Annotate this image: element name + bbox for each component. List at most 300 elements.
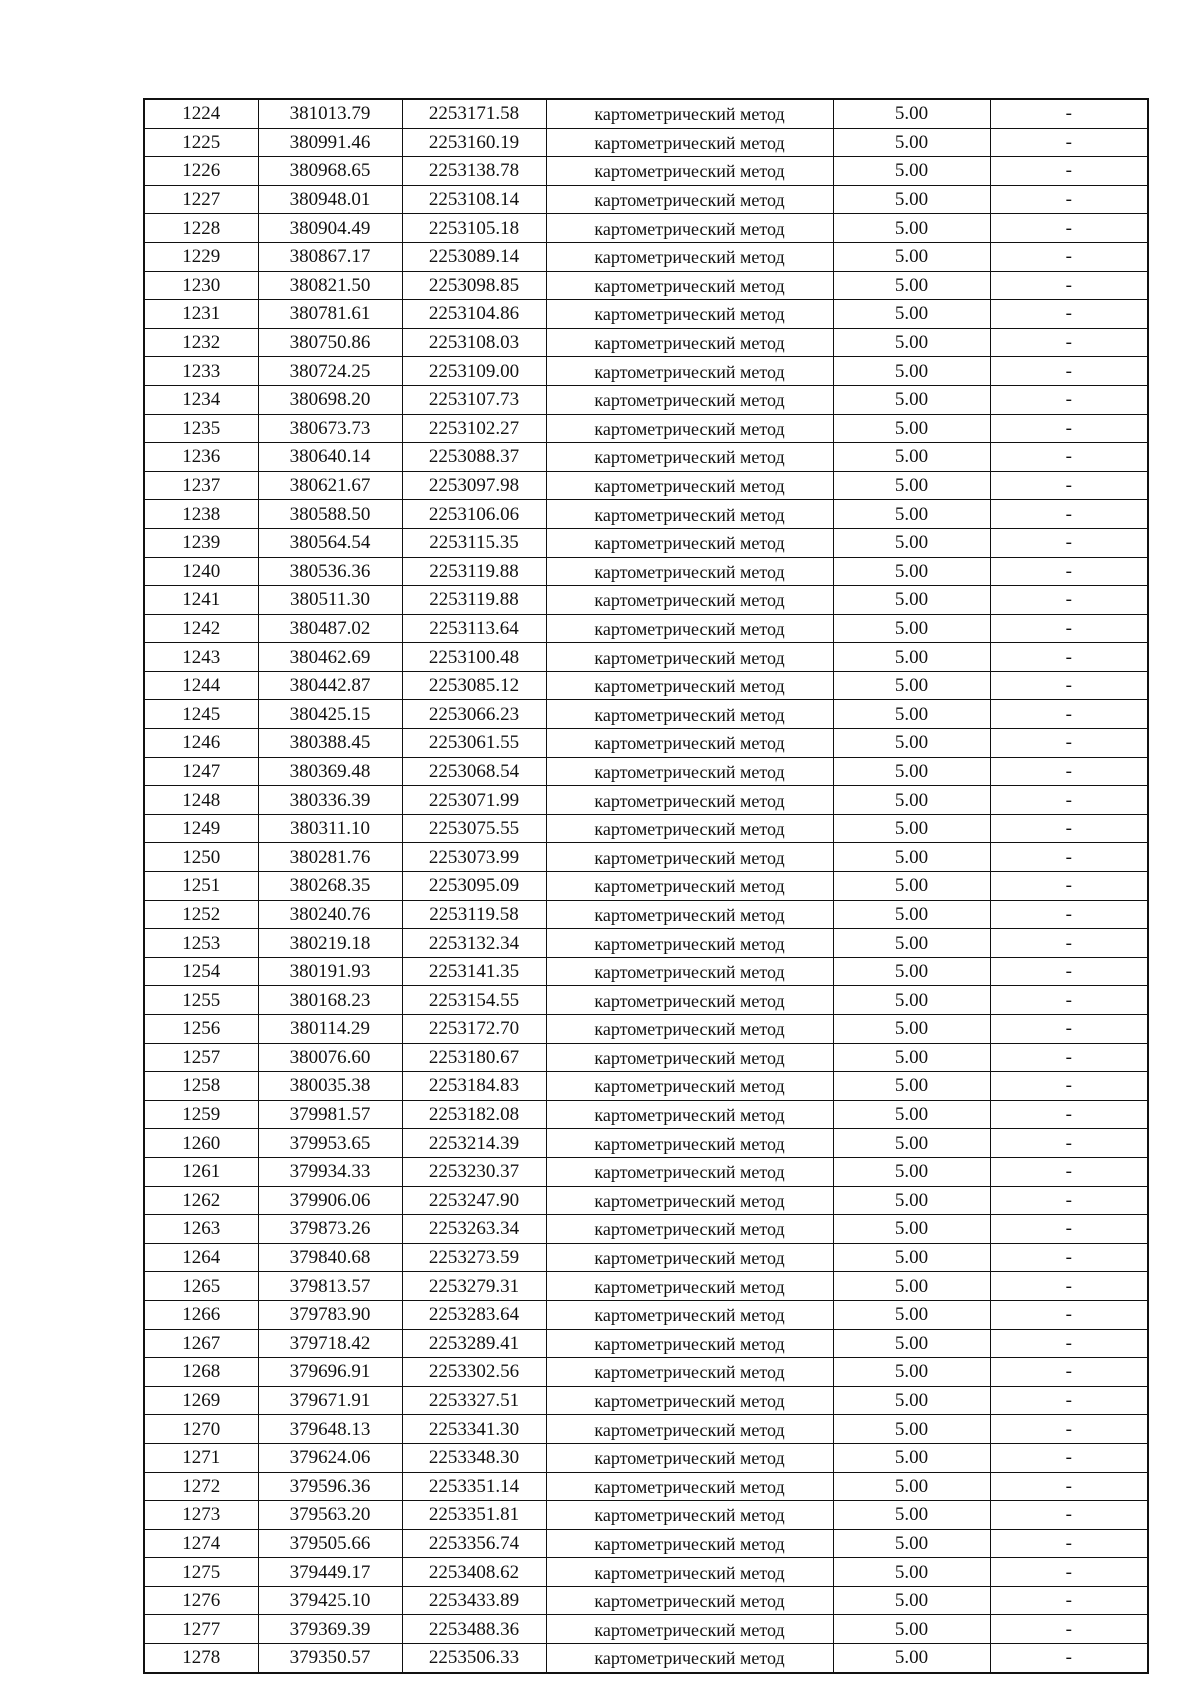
x-coordinate-cell: 379873.26 (258, 1215, 402, 1244)
y-coordinate-cell: 2253247.90 (402, 1186, 546, 1215)
accuracy-cell: 5.00 (833, 528, 990, 557)
point-number-cell: 1229 (144, 242, 258, 271)
x-coordinate-cell: 380388.45 (258, 729, 402, 758)
table-row (144, 900, 1148, 929)
x-coordinate-cell: 380462.69 (258, 643, 402, 672)
method-cell: картометрический метод (546, 1100, 833, 1129)
table-row (144, 1644, 1148, 1673)
accuracy-cell: 5.00 (833, 872, 990, 901)
x-coordinate-cell: 380487.02 (258, 614, 402, 643)
point-number-cell: 1273 (144, 1501, 258, 1530)
method-cell: картометрический метод (546, 1586, 833, 1615)
point-number-cell: 1266 (144, 1300, 258, 1329)
y-coordinate-cell: 2253182.08 (402, 1100, 546, 1129)
accuracy-cell: 5.00 (833, 700, 990, 729)
accuracy-cell: 5.00 (833, 1100, 990, 1129)
description-cell: - (990, 1300, 1148, 1329)
accuracy-cell: 5.00 (833, 1329, 990, 1358)
y-coordinate-cell: 2253104.86 (402, 300, 546, 329)
method-cell: картометрический метод (546, 1072, 833, 1101)
y-coordinate-cell: 2253106.06 (402, 500, 546, 529)
table-row (144, 1558, 1148, 1587)
y-coordinate-cell: 2253089.14 (402, 242, 546, 271)
y-coordinate-cell: 2253097.98 (402, 471, 546, 500)
y-coordinate-cell: 2253108.14 (402, 185, 546, 214)
table-row (144, 1043, 1148, 1072)
description-cell: - (990, 1100, 1148, 1129)
method-cell: картометрический метод (546, 471, 833, 500)
description-cell: - (990, 614, 1148, 643)
table-row (144, 557, 1148, 586)
method-cell: картометрический метод (546, 500, 833, 529)
method-cell: картометрический метод (546, 614, 833, 643)
accuracy-cell: 5.00 (833, 643, 990, 672)
method-cell: картометрический метод (546, 528, 833, 557)
point-number-cell: 1249 (144, 814, 258, 843)
point-number-cell: 1230 (144, 271, 258, 300)
description-cell: - (990, 1443, 1148, 1472)
point-number-cell: 1252 (144, 900, 258, 929)
method-cell: картометрический метод (546, 643, 833, 672)
table-row (144, 1615, 1148, 1644)
description-cell: - (990, 700, 1148, 729)
y-coordinate-cell: 2253102.27 (402, 414, 546, 443)
y-coordinate-cell: 2253100.48 (402, 643, 546, 672)
description-cell: - (990, 271, 1148, 300)
method-cell: картометрический метод (546, 1186, 833, 1215)
accuracy-cell: 5.00 (833, 1272, 990, 1301)
table-row (144, 1443, 1148, 1472)
x-coordinate-cell: 380191.93 (258, 957, 402, 986)
y-coordinate-cell: 2253302.56 (402, 1358, 546, 1387)
accuracy-cell: 5.00 (833, 1129, 990, 1158)
point-number-cell: 1276 (144, 1586, 258, 1615)
x-coordinate-cell: 379934.33 (258, 1157, 402, 1186)
description-cell: - (990, 242, 1148, 271)
description-cell: - (990, 443, 1148, 472)
accuracy-cell: 5.00 (833, 1586, 990, 1615)
description-cell: - (990, 471, 1148, 500)
y-coordinate-cell: 2253119.88 (402, 557, 546, 586)
x-coordinate-cell: 380219.18 (258, 929, 402, 958)
accuracy-cell: 5.00 (833, 1358, 990, 1387)
table-row (144, 1358, 1148, 1387)
description-cell: - (990, 1529, 1148, 1558)
x-coordinate-cell: 379981.57 (258, 1100, 402, 1129)
method-cell: картометрический метод (546, 357, 833, 386)
method-cell: картометрический метод (546, 385, 833, 414)
y-coordinate-cell: 2253154.55 (402, 986, 546, 1015)
accuracy-cell: 5.00 (833, 214, 990, 243)
y-coordinate-cell: 2253119.58 (402, 900, 546, 929)
point-number-cell: 1228 (144, 214, 258, 243)
point-number-cell: 1226 (144, 157, 258, 186)
description-cell: - (990, 757, 1148, 786)
y-coordinate-cell: 2253098.85 (402, 271, 546, 300)
method-cell: картометрический метод (546, 1615, 833, 1644)
accuracy-cell: 5.00 (833, 1615, 990, 1644)
accuracy-cell: 5.00 (833, 1157, 990, 1186)
x-coordinate-cell: 379369.39 (258, 1615, 402, 1644)
method-cell: картометрический метод (546, 929, 833, 958)
table-row (144, 786, 1148, 815)
table-row (144, 414, 1148, 443)
point-number-cell: 1233 (144, 357, 258, 386)
point-number-cell: 1237 (144, 471, 258, 500)
y-coordinate-cell: 2253408.62 (402, 1558, 546, 1587)
y-coordinate-cell: 2253073.99 (402, 843, 546, 872)
method-cell: картометрический метод (546, 1215, 833, 1244)
x-coordinate-cell: 380268.35 (258, 872, 402, 901)
description-cell: - (990, 586, 1148, 615)
method-cell: картометрический метод (546, 671, 833, 700)
description-cell: - (990, 643, 1148, 672)
method-cell: картометрический метод (546, 900, 833, 929)
table-row (144, 1157, 1148, 1186)
description-cell: - (990, 1072, 1148, 1101)
method-cell: картометрический метод (546, 729, 833, 758)
accuracy-cell: 5.00 (833, 1644, 990, 1673)
point-number-cell: 1225 (144, 128, 258, 157)
description-cell: - (990, 157, 1148, 186)
table-row (144, 671, 1148, 700)
point-number-cell: 1231 (144, 300, 258, 329)
description-cell: - (990, 1215, 1148, 1244)
accuracy-cell: 5.00 (833, 128, 990, 157)
accuracy-cell: 5.00 (833, 1501, 990, 1530)
x-coordinate-cell: 379671.91 (258, 1386, 402, 1415)
table-row (144, 757, 1148, 786)
x-coordinate-cell: 380781.61 (258, 300, 402, 329)
point-number-cell: 1224 (144, 99, 258, 128)
point-number-cell: 1261 (144, 1157, 258, 1186)
x-coordinate-cell: 380698.20 (258, 385, 402, 414)
table-row (144, 586, 1148, 615)
y-coordinate-cell: 2253132.34 (402, 929, 546, 958)
y-coordinate-cell: 2253230.37 (402, 1157, 546, 1186)
y-coordinate-cell: 2253180.67 (402, 1043, 546, 1072)
description-cell: - (990, 1129, 1148, 1158)
x-coordinate-cell: 380588.50 (258, 500, 402, 529)
table-row (144, 1243, 1148, 1272)
accuracy-cell: 5.00 (833, 1072, 990, 1101)
method-cell: картометрический метод (546, 443, 833, 472)
method-cell: картометрический метод (546, 586, 833, 615)
y-coordinate-cell: 2253273.59 (402, 1243, 546, 1272)
table-row (144, 357, 1148, 386)
y-coordinate-cell: 2253109.00 (402, 357, 546, 386)
table-row (144, 1300, 1148, 1329)
description-cell: - (990, 99, 1148, 128)
x-coordinate-cell: 379505.66 (258, 1529, 402, 1558)
method-cell: картометрический метод (546, 957, 833, 986)
point-number-cell: 1246 (144, 729, 258, 758)
x-coordinate-cell: 380968.65 (258, 157, 402, 186)
accuracy-cell: 5.00 (833, 729, 990, 758)
accuracy-cell: 5.00 (833, 1243, 990, 1272)
y-coordinate-cell: 2253283.64 (402, 1300, 546, 1329)
x-coordinate-cell: 380311.10 (258, 814, 402, 843)
table-row (144, 843, 1148, 872)
table-row (144, 814, 1148, 843)
method-cell: картометрический метод (546, 157, 833, 186)
y-coordinate-cell: 2253108.03 (402, 328, 546, 357)
method-cell: картометрический метод (546, 214, 833, 243)
description-cell: - (990, 1415, 1148, 1444)
accuracy-cell: 5.00 (833, 443, 990, 472)
description-cell: - (990, 814, 1148, 843)
accuracy-cell: 5.00 (833, 1386, 990, 1415)
description-cell: - (990, 1586, 1148, 1615)
x-coordinate-cell: 380168.23 (258, 986, 402, 1015)
point-number-cell: 1259 (144, 1100, 258, 1129)
description-cell: - (990, 1015, 1148, 1044)
x-coordinate-cell: 381013.79 (258, 99, 402, 128)
x-coordinate-cell: 380336.39 (258, 786, 402, 815)
y-coordinate-cell: 2253279.31 (402, 1272, 546, 1301)
point-number-cell: 1236 (144, 443, 258, 472)
method-cell: картометрический метод (546, 242, 833, 271)
point-number-cell: 1255 (144, 986, 258, 1015)
x-coordinate-cell: 380724.25 (258, 357, 402, 386)
x-coordinate-cell: 379350.57 (258, 1644, 402, 1673)
description-cell: - (990, 1243, 1148, 1272)
method-cell: картометрический метод (546, 1644, 833, 1673)
point-number-cell: 1256 (144, 1015, 258, 1044)
accuracy-cell: 5.00 (833, 1043, 990, 1072)
table-row (144, 300, 1148, 329)
description-cell: - (990, 357, 1148, 386)
accuracy-cell: 5.00 (833, 614, 990, 643)
method-cell: картометрический метод (546, 128, 833, 157)
table-row (144, 1015, 1148, 1044)
table-row (144, 528, 1148, 557)
accuracy-cell: 5.00 (833, 786, 990, 815)
method-cell: картометрический метод (546, 1300, 833, 1329)
table-row (144, 1472, 1148, 1501)
y-coordinate-cell: 2253085.12 (402, 671, 546, 700)
y-coordinate-cell: 2253327.51 (402, 1386, 546, 1415)
description-cell: - (990, 1501, 1148, 1530)
x-coordinate-cell: 379624.06 (258, 1443, 402, 1472)
accuracy-cell: 5.00 (833, 185, 990, 214)
method-cell: картометрический метод (546, 99, 833, 128)
table-row (144, 1100, 1148, 1129)
x-coordinate-cell: 380564.54 (258, 528, 402, 557)
point-number-cell: 1238 (144, 500, 258, 529)
description-cell: - (990, 528, 1148, 557)
point-number-cell: 1267 (144, 1329, 258, 1358)
method-cell: картометрический метод (546, 1129, 833, 1158)
method-cell: картометрический метод (546, 1329, 833, 1358)
x-coordinate-cell: 379840.68 (258, 1243, 402, 1272)
point-number-cell: 1258 (144, 1072, 258, 1101)
y-coordinate-cell: 2253172.70 (402, 1015, 546, 1044)
method-cell: картометрический метод (546, 1157, 833, 1186)
method-cell: картометрический метод (546, 786, 833, 815)
method-cell: картометрический метод (546, 185, 833, 214)
y-coordinate-cell: 2253105.18 (402, 214, 546, 243)
description-cell: - (990, 957, 1148, 986)
x-coordinate-cell: 379563.20 (258, 1501, 402, 1530)
point-number-cell: 1232 (144, 328, 258, 357)
table-row (144, 1186, 1148, 1215)
y-coordinate-cell: 2253171.58 (402, 99, 546, 128)
method-cell: картометрический метод (546, 814, 833, 843)
accuracy-cell: 5.00 (833, 157, 990, 186)
table-row (144, 643, 1148, 672)
y-coordinate-cell: 2253066.23 (402, 700, 546, 729)
x-coordinate-cell: 380511.30 (258, 586, 402, 615)
point-number-cell: 1235 (144, 414, 258, 443)
description-cell: - (990, 128, 1148, 157)
point-number-cell: 1253 (144, 929, 258, 958)
accuracy-cell: 5.00 (833, 1415, 990, 1444)
table-row (144, 1072, 1148, 1101)
y-coordinate-cell: 2253107.73 (402, 385, 546, 414)
x-coordinate-cell: 380948.01 (258, 185, 402, 214)
method-cell: картометрический метод (546, 1386, 833, 1415)
accuracy-cell: 5.00 (833, 328, 990, 357)
point-number-cell: 1262 (144, 1186, 258, 1215)
y-coordinate-cell: 2253214.39 (402, 1129, 546, 1158)
accuracy-cell: 5.00 (833, 471, 990, 500)
x-coordinate-cell: 380821.50 (258, 271, 402, 300)
point-number-cell: 1269 (144, 1386, 258, 1415)
y-coordinate-cell: 2253075.55 (402, 814, 546, 843)
description-cell: - (990, 986, 1148, 1015)
accuracy-cell: 5.00 (833, 557, 990, 586)
table-row (144, 1415, 1148, 1444)
table-row (144, 614, 1148, 643)
table-row (144, 271, 1148, 300)
description-cell: - (990, 1615, 1148, 1644)
point-number-cell: 1242 (144, 614, 258, 643)
method-cell: картометрический метод (546, 1443, 833, 1472)
x-coordinate-cell: 380640.14 (258, 443, 402, 472)
description-cell: - (990, 300, 1148, 329)
point-number-cell: 1274 (144, 1529, 258, 1558)
accuracy-cell: 5.00 (833, 242, 990, 271)
y-coordinate-cell: 2253071.99 (402, 786, 546, 815)
method-cell: картометрический метод (546, 1043, 833, 1072)
accuracy-cell: 5.00 (833, 1472, 990, 1501)
y-coordinate-cell: 2253184.83 (402, 1072, 546, 1101)
x-coordinate-cell: 380369.48 (258, 757, 402, 786)
x-coordinate-cell: 379718.42 (258, 1329, 402, 1358)
description-cell: - (990, 671, 1148, 700)
x-coordinate-cell: 380442.87 (258, 671, 402, 700)
point-number-cell: 1234 (144, 385, 258, 414)
y-coordinate-cell: 2253113.64 (402, 614, 546, 643)
description-cell: - (990, 1644, 1148, 1673)
y-coordinate-cell: 2253506.33 (402, 1644, 546, 1673)
x-coordinate-cell: 380673.73 (258, 414, 402, 443)
table-row (144, 185, 1148, 214)
description-cell: - (990, 414, 1148, 443)
x-coordinate-cell: 380281.76 (258, 843, 402, 872)
method-cell: картометрический метод (546, 700, 833, 729)
point-number-cell: 1240 (144, 557, 258, 586)
accuracy-cell: 5.00 (833, 1215, 990, 1244)
x-coordinate-cell: 379449.17 (258, 1558, 402, 1587)
accuracy-cell: 5.00 (833, 1529, 990, 1558)
table-row (144, 500, 1148, 529)
y-coordinate-cell: 2253341.30 (402, 1415, 546, 1444)
x-coordinate-cell: 379648.13 (258, 1415, 402, 1444)
x-coordinate-cell: 380621.67 (258, 471, 402, 500)
accuracy-cell: 5.00 (833, 385, 990, 414)
point-number-cell: 1244 (144, 671, 258, 700)
point-number-cell: 1260 (144, 1129, 258, 1158)
y-coordinate-cell: 2253348.30 (402, 1443, 546, 1472)
description-cell: - (990, 385, 1148, 414)
table-row (144, 929, 1148, 958)
accuracy-cell: 5.00 (833, 957, 990, 986)
table-row (144, 700, 1148, 729)
point-number-cell: 1275 (144, 1558, 258, 1587)
accuracy-cell: 5.00 (833, 929, 990, 958)
method-cell: картометрический метод (546, 1472, 833, 1501)
x-coordinate-cell: 379596.36 (258, 1472, 402, 1501)
description-cell: - (990, 1358, 1148, 1387)
accuracy-cell: 5.00 (833, 671, 990, 700)
table-row (144, 1329, 1148, 1358)
description-cell: - (990, 1386, 1148, 1415)
description-cell: - (990, 1472, 1148, 1501)
point-number-cell: 1257 (144, 1043, 258, 1072)
point-number-cell: 1268 (144, 1358, 258, 1387)
table-row (144, 1501, 1148, 1530)
x-coordinate-cell: 379813.57 (258, 1272, 402, 1301)
point-number-cell: 1265 (144, 1272, 258, 1301)
accuracy-cell: 5.00 (833, 1186, 990, 1215)
point-number-cell: 1243 (144, 643, 258, 672)
description-cell: - (990, 786, 1148, 815)
accuracy-cell: 5.00 (833, 814, 990, 843)
table-row (144, 242, 1148, 271)
table-row (144, 214, 1148, 243)
x-coordinate-cell: 380536.36 (258, 557, 402, 586)
method-cell: картометрический метод (546, 557, 833, 586)
y-coordinate-cell: 2253356.74 (402, 1529, 546, 1558)
x-coordinate-cell: 379425.10 (258, 1586, 402, 1615)
description-cell: - (990, 328, 1148, 357)
x-coordinate-cell: 379953.65 (258, 1129, 402, 1158)
y-coordinate-cell: 2253138.78 (402, 157, 546, 186)
coordinates-table (143, 98, 1149, 1674)
point-number-cell: 1270 (144, 1415, 258, 1444)
y-coordinate-cell: 2253088.37 (402, 443, 546, 472)
y-coordinate-cell: 2253095.09 (402, 872, 546, 901)
y-coordinate-cell: 2253115.35 (402, 528, 546, 557)
table-row (144, 957, 1148, 986)
x-coordinate-cell: 380076.60 (258, 1043, 402, 1072)
point-number-cell: 1277 (144, 1615, 258, 1644)
point-number-cell: 1263 (144, 1215, 258, 1244)
description-cell: - (990, 185, 1148, 214)
description-cell: - (990, 214, 1148, 243)
y-coordinate-cell: 2253263.34 (402, 1215, 546, 1244)
y-coordinate-cell: 2253141.35 (402, 957, 546, 986)
method-cell: картометрический метод (546, 757, 833, 786)
table-row (144, 157, 1148, 186)
table-row (144, 1386, 1148, 1415)
description-cell: - (990, 843, 1148, 872)
description-cell: - (990, 1329, 1148, 1358)
method-cell: картометрический метод (546, 1415, 833, 1444)
method-cell: картометрический метод (546, 1015, 833, 1044)
